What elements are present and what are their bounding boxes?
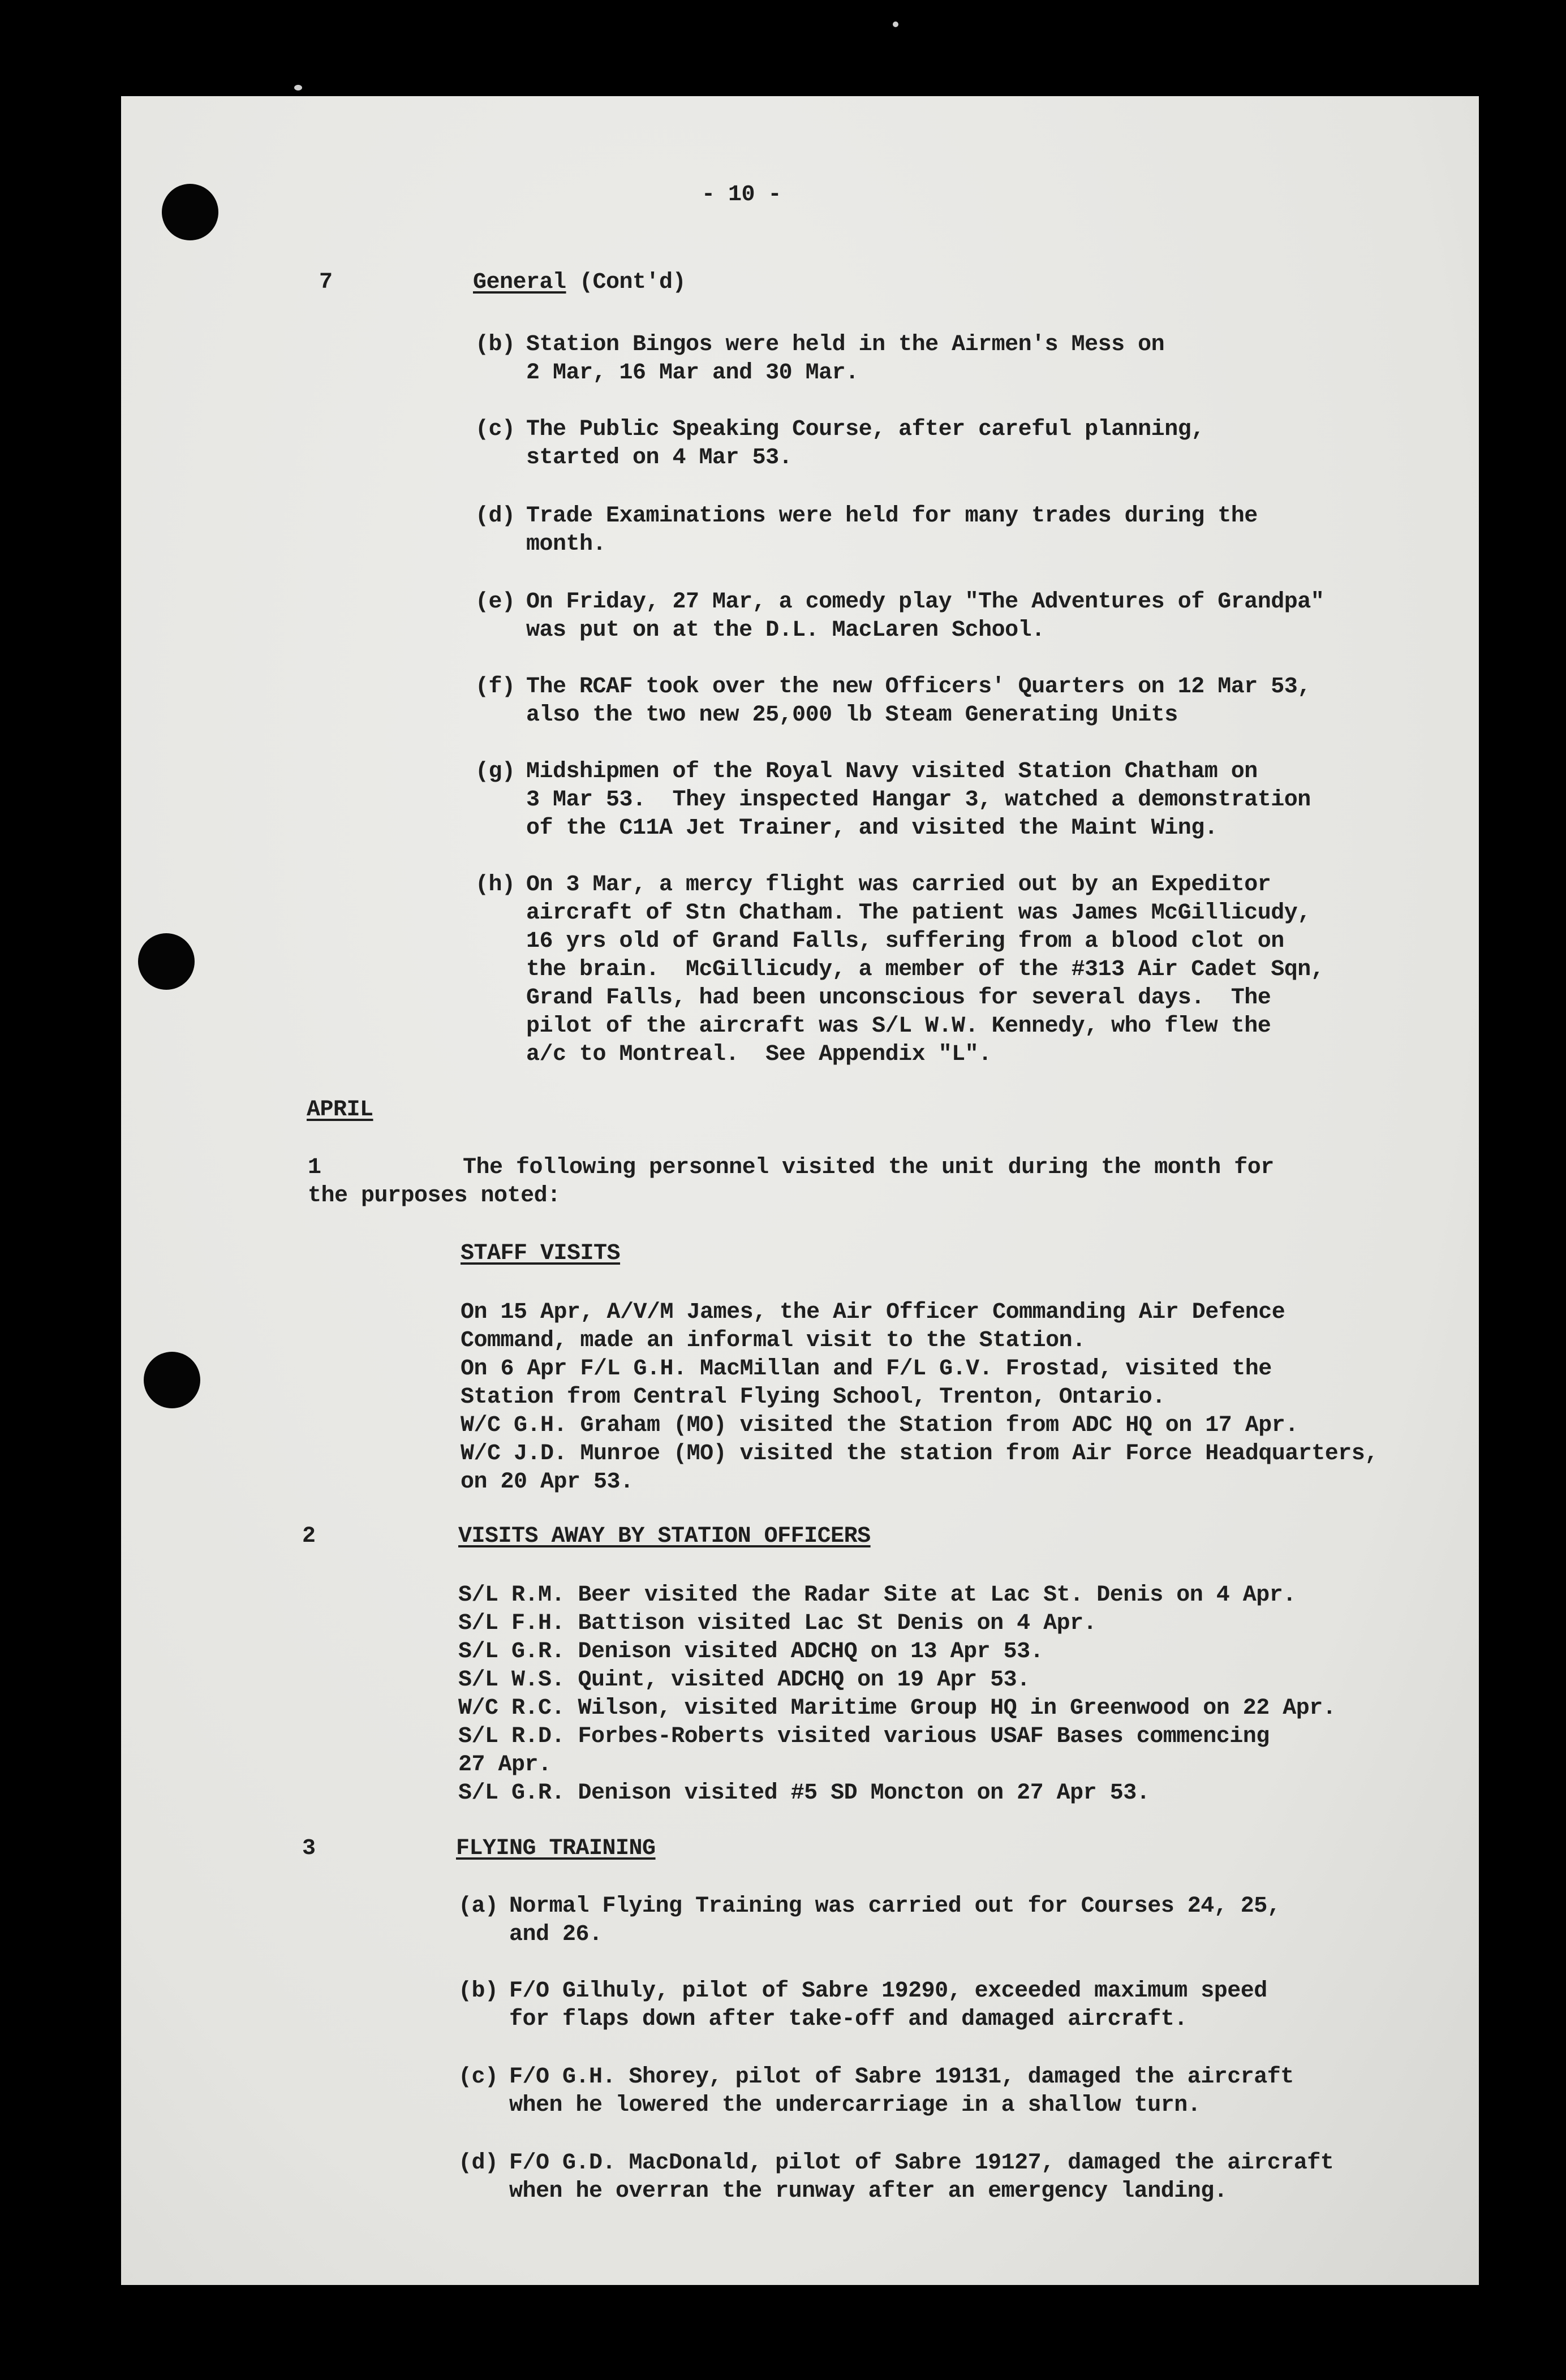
item-line: Station Bingos were held in the Airmen's Mess on [526, 332, 1165, 357]
item-line: of the C11A Jet Trainer, and visited the Maint Wing. [526, 816, 1218, 841]
paragraph-number: 1 [308, 1155, 321, 1180]
dust-speck [893, 21, 898, 27]
item-label: (b) [475, 332, 515, 357]
paragraph-number: 2 [302, 1524, 316, 1549]
section-heading-suffix: (Cont'd) [566, 270, 686, 295]
item-label: (b) [458, 1978, 498, 2004]
item-label: (d) [475, 503, 515, 529]
staff-visits-heading: STAFF VISITS [461, 1241, 621, 1266]
staff-visit-line: W/C G.H. Graham (MO) visited the Station from ADC HQ on 17 Apr. [461, 1413, 1298, 1438]
item-line: month. [526, 532, 606, 557]
flying-training-heading: FLYING TRAINING [456, 1836, 656, 1861]
item-label: (c) [475, 417, 515, 442]
staff-visit-line: Station from Central Flying School, Trenton, Ontario. [461, 1385, 1165, 1410]
staff-visit-line: on 20 Apr 53. [461, 1469, 634, 1495]
item-line: On 3 Mar, a mercy flight was carried out by an Expeditor [526, 872, 1271, 898]
item-line: a/c to Montreal. See Appendix "L". [526, 1042, 992, 1067]
visit-away-line: S/L W.S. Quint, visited ADCHQ on 19 Apr 53. [458, 1667, 1030, 1693]
punch-hole-middle [138, 933, 195, 990]
section-heading [473, 269, 686, 297]
staff-visit-line: On 15 Apr, A/V/M James, the Air Officer Commanding Air Defence [461, 1300, 1285, 1325]
dust-speck [294, 85, 302, 90]
staff-visit-line: Command, made an informal visit to the Station. [461, 1328, 1086, 1353]
paragraph-number: 3 [302, 1836, 316, 1861]
item-line: The Public Speaking Course, after careful planning, [526, 417, 1204, 442]
item-line: when he overran the runway after an emergency landing. [509, 2179, 1228, 2204]
month-heading: APRIL [307, 1097, 373, 1123]
item-line: 16 yrs old of Grand Falls, suffering from a blood clot on [526, 929, 1284, 954]
visit-away-line: 27 Apr. [458, 1752, 552, 1778]
staff-visit-line: W/C J.D. Munroe (MO) visited the station from Air Force Headquarters, [461, 1441, 1378, 1467]
item-line: 3 Mar 53. They inspected Hangar 3, watched a demonstration [526, 787, 1311, 813]
item-line: F/O G.H. Shorey, pilot of Sabre 19131, damaged the aircraft [509, 2064, 1294, 2090]
section-heading-title: General [473, 270, 566, 295]
punch-hole-lower [144, 1352, 200, 1408]
visit-away-line: W/C R.C. Wilson, visited Maritime Group HQ in Greenwood on 22 Apr. [458, 1696, 1336, 1721]
visit-away-line: S/L R.M. Beer visited the Radar Site at Lac St. Denis on 4 Apr. [458, 1583, 1296, 1608]
item-label: (c) [458, 2064, 498, 2090]
item-line: and 26. [509, 1922, 603, 1947]
item-line: aircraft of Stn Chatham. The patient was James McGillicudy, [526, 900, 1311, 926]
visit-away-line: S/L F.H. Battison visited Lac St Denis on 4 Apr. [458, 1611, 1097, 1636]
item-label: (e) [475, 589, 515, 615]
staff-visit-line: On 6 Apr F/L G.H. MacMillan and F/L G.V. Frostad, visited the [461, 1356, 1272, 1382]
item-line: 2 Mar, 16 Mar and 30 Mar. [526, 360, 859, 386]
item-line: Grand Falls, had been unconscious for several days. The [526, 985, 1271, 1011]
visit-away-line: S/L R.D. Forbes-Roberts visited various USAF Bases commencing [458, 1724, 1270, 1749]
item-label: (d) [458, 2150, 498, 2176]
section-number: 7 [319, 270, 333, 295]
item-line: the brain. McGillicudy, a member of the #313 Air Cadet Sqn, [526, 957, 1324, 982]
page-number: - 10 - [702, 182, 782, 208]
item-line: Midshipmen of the Royal Navy visited Station Chatham on [526, 759, 1258, 784]
visit-away-line: S/L G.R. Denison visited #5 SD Moncton on 27 Apr 53. [458, 1780, 1150, 1806]
intro-line: the purposes noted: [308, 1183, 561, 1209]
intro-line: The following personnel visited the unit during the month for [463, 1155, 1274, 1180]
document-page [121, 96, 1479, 2285]
item-line: The RCAF took over the new Officers' Quarters on 12 Mar 53, [526, 674, 1311, 700]
item-label: (h) [475, 872, 515, 898]
item-line: F/O G.D. MacDonald, pilot of Sabre 19127, damaged the aircraft [509, 2150, 1334, 2176]
item-label: (g) [475, 759, 515, 784]
visit-away-line: S/L G.R. Denison visited ADCHQ on 13 Apr 53. [458, 1639, 1044, 1665]
item-line: when he lowered the undercarriage in a shallow turn. [509, 2093, 1201, 2118]
item-line: Trade Examinations were held for many trades during the [526, 503, 1258, 529]
item-label: (f) [475, 674, 515, 700]
item-line: also the two new 25,000 lb Steam Generating Units [526, 702, 1178, 728]
visits-away-heading: VISITS AWAY BY STATION OFFICERS [458, 1524, 871, 1549]
item-line: On Friday, 27 Mar, a comedy play "The Adventures of Grandpa" [526, 589, 1324, 615]
item-line: pilot of the aircraft was S/L W.W. Kennedy, who flew the [526, 1014, 1271, 1039]
punch-hole-top [162, 184, 218, 240]
item-line: was put on at the D.L. MacLaren School. [526, 618, 1045, 643]
item-line: Normal Flying Training was carried out for Courses 24, 25, [509, 1894, 1281, 1919]
item-line: F/O Gilhuly, pilot of Sabre 19290, exceeded maximum speed [509, 1978, 1267, 2004]
item-label: (a) [458, 1894, 498, 1919]
item-line: for flaps down after take-off and damaged aircraft. [509, 2007, 1188, 2032]
item-line: started on 4 Mar 53. [526, 445, 793, 471]
